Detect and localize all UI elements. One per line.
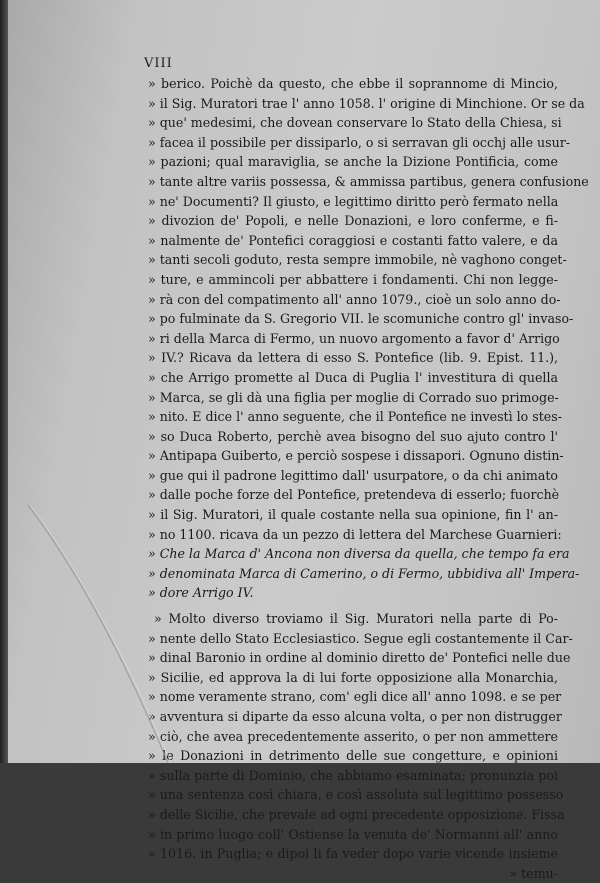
catchword: » temu- bbox=[509, 865, 558, 881]
text-line: » so Duca Roberto, perchè avea bisogno del suo ajuto contro l' bbox=[148, 428, 558, 444]
text-line: » facea il possibile per dissiparlo, o si serravan gli occhj alle usur- bbox=[148, 134, 571, 150]
text-line: » gue qui il padrone legittimo dall' usurpatore, o da chi animato bbox=[148, 467, 558, 483]
text-line: » avventura si diparte da esso alcuna volta, o per non distrugger bbox=[148, 709, 562, 724]
text-line: » dinal Baronio in ordine al dominio diretto de' Pontefici nelle due bbox=[148, 650, 571, 666]
text-line: » 1016. in Puglia; e dipoi li fa veder dopo varie vicende insieme bbox=[148, 846, 558, 862]
page-left-edge bbox=[0, 0, 8, 763]
text-line: » ri della Marca di Fermo, un nuovo argomento a favor d' Arrigo bbox=[148, 330, 560, 346]
text-line: » ciò, che avea precedentemente asserito, o per non ammettere bbox=[148, 728, 558, 744]
text-line: » Sicilie, ed approva la di lui forte opposizione alla Monarchia, bbox=[148, 669, 558, 685]
text-line: » in primo luogo coll' Ostiense la venuta de' Normanni all' anno bbox=[148, 826, 558, 842]
text-line: » il Sig. Muratori trae l' anno 1058. l' origine di Minchione. Or se da bbox=[148, 95, 585, 111]
text-line: » nalmente de' Pontefici coraggiosi e costanti fatto valere, e da bbox=[148, 232, 558, 248]
text-line: » nente dello Stato Ecclesiastico. Segue egli costantemente il Car- bbox=[148, 630, 573, 646]
text-line: » que' medesimi, che dovean conservare lo Stato della Chiesa, si bbox=[148, 115, 562, 131]
text-line: » divozion de' Popoli, e nelle Donazioni, e loro conferme, e fi- bbox=[148, 213, 558, 229]
text-line: » ne' Documenti? Il giusto, e legittimo diritto però fermato nella bbox=[148, 193, 559, 209]
text-line: » le Donazioni in detrimento delle sue congetture, e opinioni bbox=[148, 748, 558, 764]
text-line: » rà con del compatimento all' anno 1079., cioè un solo anno do- bbox=[148, 291, 561, 307]
text-line: » IV.? Ricava da lettera di esso S. Pontefice (lib. 9. Epist. 11.), bbox=[148, 350, 558, 366]
quoted-line: » dore Arrigo IV. bbox=[148, 585, 254, 601]
text-line: » il Sig. Muratori, il quale costante nella sua opinione, fin l' an- bbox=[148, 507, 558, 523]
text-line: » Antipapa Guiberto, e perciò sospese i dissapori. Ognuno distin- bbox=[148, 448, 564, 464]
text-block bbox=[148, 74, 589, 883]
book-page bbox=[8, 0, 600, 881]
text-line: » delle Sicilie, che prevale ad ogni precedente opposizione. Fissa bbox=[148, 806, 565, 822]
text-line: » dalle poche forze del Pontefice, pretendeva di esserlo; fuorchè bbox=[148, 487, 560, 503]
page-number: VIII bbox=[144, 56, 173, 71]
text-line: » nito. E dice l' anno seguente, che il Pontefice ne investì lo stes- bbox=[148, 409, 562, 425]
quoted-line: » Che la Marca d' Ancona non diversa da quella, che tempo fa era bbox=[148, 546, 570, 562]
text-line: » no 1100. ricava da un pezzo di lettera del Marchese Guarnieri: bbox=[148, 526, 562, 542]
paragraph-start: » Molto diverso troviamo il Sig. Muratori nella parte di Po- bbox=[154, 611, 558, 627]
text-line: » tante altre variis possessa, & ammissa partibus, genera confusione bbox=[148, 173, 589, 189]
quoted-line: » denominata Marca di Camerino, o di Fermo, ubbidiva all' Impera- bbox=[148, 565, 580, 581]
text-line: » nome veramente strano, com' egli dice all' anno 1098. e se per bbox=[148, 689, 562, 705]
text-line: » che Arrigo promette al Duca di Puglia l' investitura di quella bbox=[148, 369, 558, 385]
text-line: » pazioni; qual maraviglia, se anche la Dizione Pontificia, come bbox=[148, 154, 558, 170]
text-line: » Marca, se gli dà una figlia per moglie di Corrado suo primoge- bbox=[148, 389, 559, 405]
text-line: » tanti secoli goduto, resta sempre immobile, nè vaghono conget- bbox=[148, 252, 567, 268]
text-line: » sulla parte di Dominio, che abbiamo esaminata; pronunzia poi bbox=[148, 767, 558, 783]
text-line: » berico. Poichè da questo, che ebbe il soprannome di Mincio, bbox=[148, 76, 558, 91]
text-line: » po fulminate da S. Gregorio VII. le scomuniche contro gl' invaso- bbox=[148, 311, 574, 327]
text-line: » una sentenza così chiara, e così assoluta sul legittimo possesso bbox=[148, 787, 564, 803]
text-line: » ture, e ammincoli per abbattere i fondamenti. Chi non legge- bbox=[148, 271, 558, 287]
